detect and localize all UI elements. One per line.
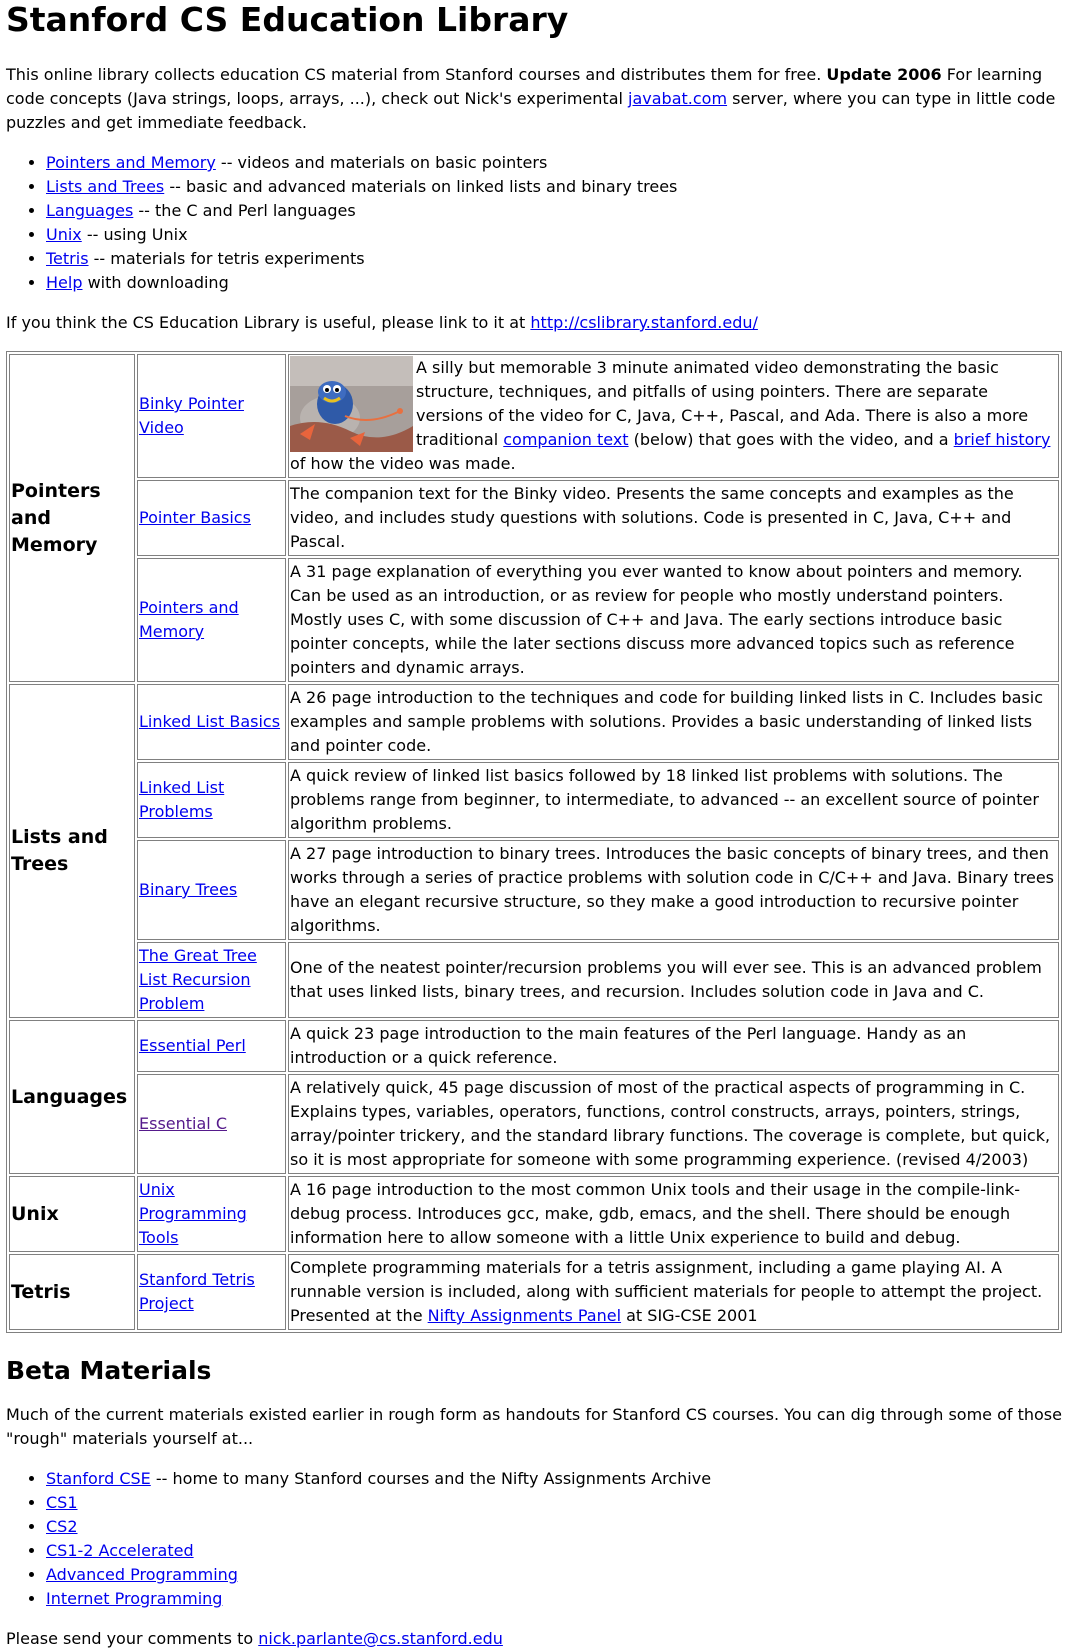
- table-cell: [137, 942, 286, 1018]
- table-row: [9, 480, 1059, 556]
- table-row: [9, 762, 1059, 838]
- binky-video-link[interactable]: Binky Pointer Video: [139, 394, 244, 437]
- intro-text-2: For learning code concepts (Java strings, loops, arrays, ...), check out Nick's experimental: [6, 65, 1043, 108]
- toc-list: [6, 151, 1062, 295]
- toc-link-unix[interactable]: Unix: [46, 225, 82, 244]
- list-item: [46, 1539, 1062, 1563]
- table-row: [9, 1254, 1059, 1330]
- list-item: [46, 151, 1062, 175]
- advanced-programming-link[interactable]: Advanced Programming: [46, 1565, 238, 1584]
- table-row: [9, 558, 1059, 682]
- toc-desc: -- the C and Perl languages: [138, 201, 356, 220]
- binky-desc-text-2: (below) that goes with the video, and a: [633, 430, 949, 449]
- toc-link-lists[interactable]: Lists and Trees: [46, 177, 165, 196]
- table-cell: [137, 1020, 286, 1072]
- table-row: [9, 354, 1059, 478]
- toc-desc: -- basic and advanced materials on linked lists and binary trees: [169, 177, 678, 196]
- category-languages: Languages: [9, 1020, 135, 1174]
- linked-list-problems-link[interactable]: Linked List Problems: [139, 778, 225, 821]
- table-row: [9, 1020, 1059, 1072]
- table-cell: [137, 1176, 286, 1252]
- list-item: [46, 1515, 1062, 1539]
- cs1-2-accelerated-link[interactable]: CS1-2 Accelerated: [46, 1541, 194, 1560]
- tetris-desc-text-2: at SIG-CSE 2001: [626, 1306, 758, 1325]
- binky-desc-text: A silly but memorable 3 minute animated video demonstrating the basic structure, techniques, and pitfalls of using pointers. There are separate versions of the video for C, Java, C++, Pascal, and Ada. There is also a more traditional: [416, 358, 1029, 449]
- beta-paragraph: Much of the current materials existed earlier in rough form as handouts for Stanford CS courses. You can dig through some of those "rough" materials yourself at...: [6, 1405, 1062, 1448]
- category-unix: Unix: [9, 1176, 135, 1252]
- footer-text: Please send your comments to: [6, 1629, 254, 1648]
- table-cell: [288, 354, 1059, 478]
- table-cell: [137, 762, 286, 838]
- link-note-text: If you think the CS Education Library is useful, please link to it at: [6, 313, 526, 332]
- binky-desc-text-3: of how the video was made.: [290, 454, 516, 473]
- table-cell: [137, 558, 286, 682]
- stanford-cse-link[interactable]: Stanford CSE: [46, 1469, 151, 1488]
- email-link[interactable]: nick.parlante@cs.stanford.edu: [258, 1629, 503, 1648]
- intro-paragraph: [6, 63, 1062, 135]
- cs1-link[interactable]: CS1: [46, 1493, 78, 1512]
- toc-desc: -- using Unix: [86, 225, 188, 244]
- companion-text-link[interactable]: companion text: [503, 430, 629, 449]
- table-row: [9, 1074, 1059, 1174]
- essential-perl-desc: A quick 23 page introduction to the main features of the Perl language. Handy as an introduction or a quick reference.: [288, 1020, 1059, 1072]
- list-item: [46, 271, 1062, 295]
- tree-list-recursion-link[interactable]: The Great Tree List Recursion Problem: [139, 946, 257, 1013]
- link-note: [6, 311, 1062, 335]
- linked-list-basics-link[interactable]: Linked List Basics: [139, 712, 281, 731]
- beta-link-desc: -- home to many Stanford courses and the Nifty Assignments Archive: [155, 1469, 712, 1488]
- intro-text-1: This online library collects education CS material from Stanford courses and distributes them for free.: [6, 65, 822, 84]
- toc-desc: with downloading: [87, 273, 229, 292]
- footer: [6, 1627, 1062, 1651]
- list-item: [46, 175, 1062, 199]
- category-pointers: Pointers and Memory: [9, 354, 135, 682]
- binky-thumbnail-image[interactable]: [290, 356, 413, 452]
- page-title: Stanford CS Education Library: [6, 0, 569, 39]
- essential-c-desc: A relatively quick, 45 page discussion of most of the practical aspects of programming in C. Explains types, variables, operators, functions, control constructs, arrays, pointers, strings, array/pointer trickery, and the standard library functions. The coverage is complete, but quick, so it is most appropriate for someone with some programming experience. (revised 4/2003): [288, 1074, 1059, 1174]
- table-cell: [137, 684, 286, 760]
- essential-c-link[interactable]: Essential C: [139, 1114, 227, 1133]
- table-cell: [137, 1254, 286, 1330]
- linked-list-problems-desc: A quick review of linked list basics followed by 18 linked list problems with solutions. The problems range from beginner, to intermediate, to advanced -- an excellent source of pointer algorithm problems.: [288, 762, 1059, 838]
- library-table: [6, 351, 1062, 1333]
- list-item: [46, 223, 1062, 247]
- toc-desc: -- materials for tetris experiments: [93, 249, 365, 268]
- cslibrary-url-link[interactable]: http://cslibrary.stanford.edu/: [530, 313, 758, 332]
- unix-tools-desc: A 16 page introduction to the most common Unix tools and their usage in the compile-link-debug process. Introduces gcc, make, gdb, emacs, and the shell. There should be enough information here to allow someone with a little Unix experience to build and debug.: [288, 1176, 1059, 1252]
- pointer-basics-link[interactable]: Pointer Basics: [139, 508, 251, 527]
- table-row: [9, 684, 1059, 760]
- table-cell: [137, 840, 286, 940]
- toc-desc: -- videos and materials on basic pointers: [220, 153, 548, 172]
- list-item: [46, 1587, 1062, 1611]
- pointer-basics-desc: The companion text for the Binky video. Presents the same concepts and examples as the video, and includes study questions with solutions. Code is presented in C, Java, C++ and Pascal.: [288, 480, 1059, 556]
- nifty-assignments-link[interactable]: Nifty Assignments Panel: [427, 1306, 622, 1325]
- table-row: [9, 942, 1059, 1018]
- toc-link-pointers[interactable]: Pointers and Memory: [46, 153, 216, 172]
- list-item: [46, 1467, 1062, 1491]
- tetris-project-link[interactable]: Stanford Tetris Project: [139, 1270, 255, 1313]
- unix-tools-link[interactable]: Unix Programming Tools: [139, 1180, 247, 1247]
- pointers-memory-desc: A 31 page explanation of everything you ever wanted to know about pointers and memory. Can be used as an introduction, or as review for people who mostly understand pointers. Mostly uses C, with some discussion of C++ and Java. The early sections introduce basic pointer concepts, while the later sections discuss more advanced topics such as reference pointers and dynamic arrays.: [288, 558, 1059, 682]
- table-cell: [137, 1074, 286, 1174]
- category-lists: Lists and Trees: [9, 684, 135, 1018]
- internet-programming-link[interactable]: Internet Programming: [46, 1589, 223, 1608]
- category-tetris: Tetris: [9, 1254, 135, 1330]
- table-cell: [288, 1254, 1059, 1330]
- tree-list-recursion-desc: One of the neatest pointer/recursion problems you will ever see. This is an advanced problem that uses linked lists, binary trees, and recursion. Includes solution code in Java and C.: [288, 942, 1059, 1018]
- toc-link-languages[interactable]: Languages: [46, 201, 134, 220]
- cs2-link[interactable]: CS2: [46, 1517, 78, 1536]
- linked-list-basics-desc: A 26 page introduction to the techniques and code for building linked lists in C. Includes basic examples and sample problems with solutions. Provides a basic understanding of linked lists and pointer code.: [288, 684, 1059, 760]
- binky-clay-figure-icon: [290, 356, 413, 452]
- binary-trees-desc: A 27 page introduction to binary trees. Introduces the basic concepts of binary trees, and then works through a series of practice problems with solution code in C/C++ and Java. Binary trees have an elegant recursive structure, so they make a good introduction to recursive pointer algorithms.: [288, 840, 1059, 940]
- table-row: [9, 1176, 1059, 1252]
- list-item: [46, 247, 1062, 271]
- beta-list: [6, 1467, 1062, 1611]
- list-item: [46, 1491, 1062, 1515]
- table-cell: [137, 354, 286, 478]
- table-row: [9, 840, 1059, 940]
- brief-history-link[interactable]: brief history: [953, 430, 1051, 449]
- intro-text-3: server, where you can type in little code puzzles and get immediate feedback.: [6, 89, 1056, 132]
- javabat-link[interactable]: javabat.com: [628, 89, 728, 108]
- table-cell: [137, 480, 286, 556]
- toc-link-tetris[interactable]: Tetris: [46, 249, 89, 268]
- tetris-desc-text: Complete programming materials for a tetris assignment, including a game playing AI. A runnable version is included, along with sufficient materials for people to attempt the project. Presented at the: [290, 1258, 1043, 1325]
- list-item: [46, 1563, 1062, 1587]
- list-item: [46, 199, 1062, 223]
- pointers-memory-link[interactable]: Pointers and Memory: [139, 598, 239, 641]
- toc-link-help[interactable]: Help: [46, 273, 83, 292]
- binary-trees-link[interactable]: Binary Trees: [139, 880, 238, 899]
- beta-heading: Beta Materials: [6, 1356, 212, 1385]
- update-label: Update 2006: [826, 65, 942, 84]
- essential-perl-link[interactable]: Essential Perl: [139, 1036, 246, 1055]
